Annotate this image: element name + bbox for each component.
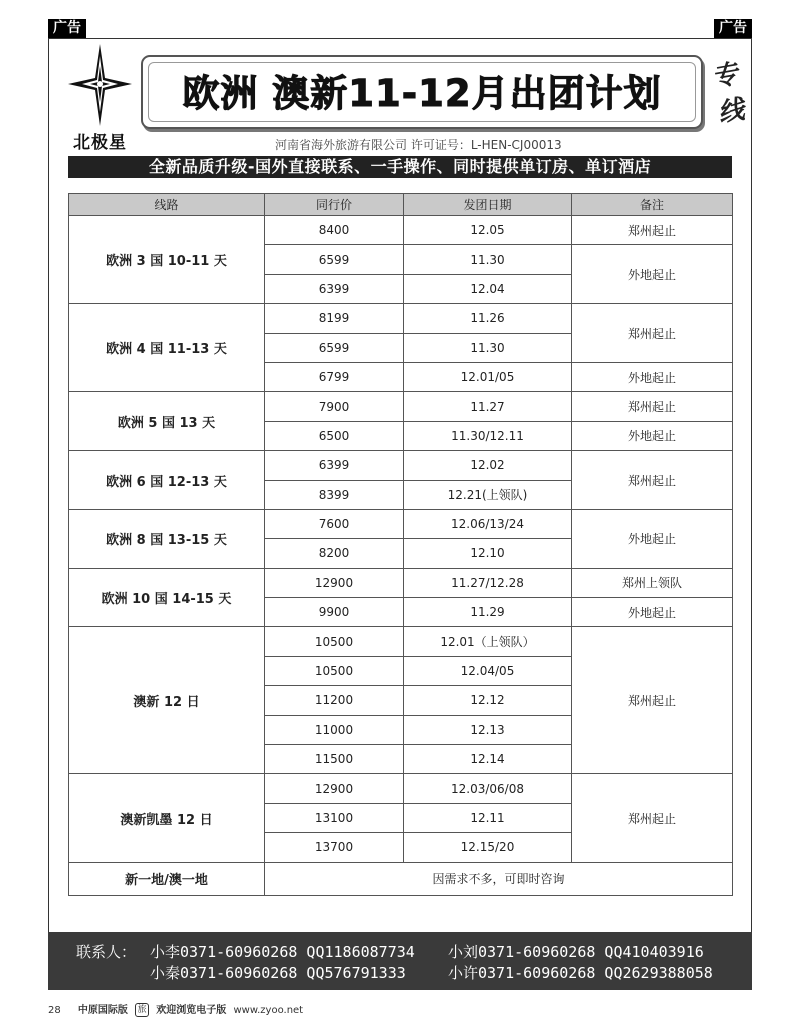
price-cell: 8399 (265, 480, 404, 509)
table-row (69, 304, 733, 333)
note-cell: 外地起止 (572, 362, 733, 391)
note-cell: 郑州起止 (572, 451, 733, 510)
table-header-row (69, 194, 733, 216)
page-number: 28 (48, 1005, 61, 1016)
price-cell: 8199 (265, 304, 404, 333)
date-cell: 12.03/06/08 (404, 774, 572, 803)
table-row (69, 451, 733, 480)
route-name-cell: 澳新 12 日 (69, 627, 265, 774)
contact-4: 小许0371-60960268 QQ2629388058 (448, 964, 713, 982)
date-cell: 12.06/13/24 (404, 509, 572, 538)
price-cell: 8400 (265, 216, 404, 245)
header-price: 同行价 (265, 194, 404, 216)
price-cell: 6399 (265, 274, 404, 303)
date-cell: 12.12 (404, 686, 572, 715)
page-title: 欧洲 澳新11-12月出团计划 (148, 62, 696, 122)
table-row (69, 392, 733, 421)
date-cell: 12.14 (404, 745, 572, 774)
website-url: www.zyoo.net (233, 1005, 304, 1016)
price-cell: 8200 (265, 539, 404, 568)
price-cell: 6599 (265, 333, 404, 362)
slogan-bar: 全新品质升级-国外直接联系、一手操作、同时提供单订房、单订酒店 (68, 156, 732, 178)
date-cell: 11.27/12.28 (404, 568, 572, 597)
route-name-cell: 澳新凯墨 12 日 (69, 774, 265, 862)
contact-2: 小刘0371-60960268 QQ410403916 (448, 943, 704, 961)
contact-bar (48, 932, 752, 990)
contact-1: 小李0371-60960268 QQ1186087734 (150, 943, 415, 961)
note-cell: 郑州起止 (572, 627, 733, 774)
date-cell: 11.30/12.11 (404, 421, 572, 450)
price-cell: 12900 (265, 774, 404, 803)
date-cell: 12.02 (404, 451, 572, 480)
price-cell: 11500 (265, 745, 404, 774)
company-license-line: 河南省海外旅游有限公司 许可证号：L-HEN-CJ00013 (275, 138, 562, 152)
price-cell: 9900 (265, 598, 404, 627)
ad-label-right: 广告 (714, 19, 752, 38)
table-row (69, 862, 733, 895)
table-row (69, 509, 733, 538)
contact-3: 小秦0371-60960268 QQ576791333 (150, 964, 406, 982)
note-cell: 外地起止 (572, 421, 733, 450)
table-row (69, 774, 733, 803)
route-name-cell: 欧洲 5 国 13 天 (69, 392, 265, 451)
date-cell: 12.13 (404, 715, 572, 744)
price-cell: 6500 (265, 421, 404, 450)
price-cell: 6599 (265, 245, 404, 274)
price-cell: 6799 (265, 362, 404, 391)
table-row (69, 627, 733, 656)
date-cell: 12.05 (404, 216, 572, 245)
note-cell: 郑州起止 (572, 392, 733, 421)
price-cell: 13100 (265, 803, 404, 832)
route-name-cell: 新一地/澳一地 (69, 862, 265, 895)
date-cell: 12.21(上领队) (404, 480, 572, 509)
title-banner (141, 55, 703, 129)
date-cell: 11.26 (404, 304, 572, 333)
publication-badge-icon: 旅 (135, 1003, 149, 1017)
header-route: 线路 (69, 194, 265, 216)
page-footer (48, 1001, 303, 1017)
price-cell: 7600 (265, 509, 404, 538)
route-name-cell: 欧洲 6 国 12-13 天 (69, 451, 265, 510)
note-cell: 郑州起止 (572, 304, 733, 363)
contact-label: 联系人： (76, 943, 137, 961)
table-row (69, 568, 733, 597)
note-cell: 外地起止 (572, 598, 733, 627)
brand-name: 北极星 (73, 133, 127, 153)
route-name-cell: 欧洲 8 国 13-15 天 (69, 509, 265, 568)
note-cell: 郑州起止 (572, 774, 733, 862)
e-edition-text: 欢迎浏览电子版 (156, 1005, 227, 1016)
route-name-cell: 欧洲 3 国 10-11 天 (69, 216, 265, 304)
route-name-cell: 欧洲 4 国 11-13 天 (69, 304, 265, 392)
note-cell: 郑州上领队 (572, 568, 733, 597)
date-cell: 11.29 (404, 598, 572, 627)
header-note: 备注 (572, 194, 733, 216)
publication-name: 中原国际版 (77, 1005, 128, 1016)
date-cell: 11.30 (404, 333, 572, 362)
price-cell: 11200 (265, 686, 404, 715)
date-cell: 12.15/20 (404, 833, 572, 862)
ad-label-left: 广告 (48, 19, 86, 38)
note-cell: 郑州起止 (572, 216, 733, 245)
price-cell: 7900 (265, 392, 404, 421)
date-cell: 12.04/05 (404, 656, 572, 685)
table-row (69, 216, 733, 245)
date-cell: 12.10 (404, 539, 572, 568)
date-cell: 12.11 (404, 803, 572, 832)
note-cell: 外地起止 (572, 245, 733, 304)
date-cell: 11.27 (404, 392, 572, 421)
price-cell: 10500 (265, 627, 404, 656)
price-cell: 10500 (265, 656, 404, 685)
date-cell: 11.30 (404, 245, 572, 274)
date-cell: 12.01（上领队） (404, 627, 572, 656)
note-cell: 因需求不多，可即时咨询 (265, 862, 733, 895)
price-cell: 6399 (265, 451, 404, 480)
price-cell: 11000 (265, 715, 404, 744)
special-label: 专线 (709, 59, 747, 129)
brand-logo (66, 42, 134, 152)
tour-schedule-table (68, 193, 733, 896)
price-cell: 13700 (265, 833, 404, 862)
route-name-cell: 欧洲 10 国 14-15 天 (69, 568, 265, 627)
north-star-icon (66, 42, 134, 128)
date-cell: 12.01/05 (404, 362, 572, 391)
price-cell: 12900 (265, 568, 404, 597)
date-cell: 12.04 (404, 274, 572, 303)
table-body (69, 216, 733, 896)
header-date: 发团日期 (404, 194, 572, 216)
note-cell: 外地起止 (572, 509, 733, 568)
